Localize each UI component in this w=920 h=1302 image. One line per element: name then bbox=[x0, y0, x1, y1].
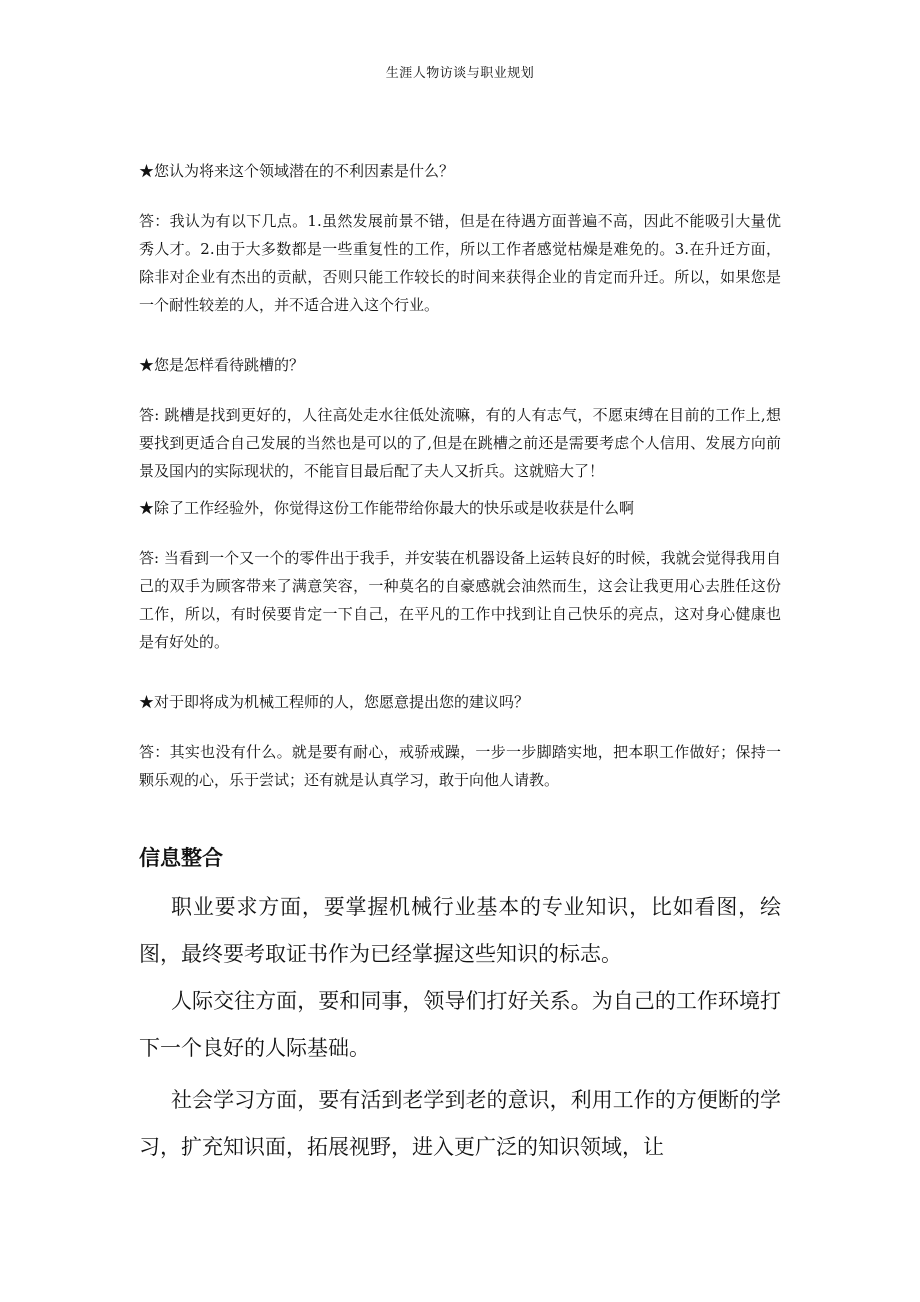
qa-block-1 bbox=[139, 157, 781, 319]
question-text: ★您认为将来这个领域潜在的不利因素是什么？ bbox=[139, 162, 455, 180]
summary-paragraph-1: 职业要求方面，要掌握机械行业基本的专业知识，比如看图，绘图，最终要考取证书作为已经掌握这些知识的标志。 bbox=[139, 895, 781, 966]
summary-paragraph-3: 社会学习方面，要有活到老学到老的意识，利用工作的方便断的学习，扩充知识面，拓展视野，进入更广泛的知识领域，让 bbox=[139, 1088, 781, 1159]
page-header: 生涯人物访谈与职业规划 bbox=[385, 66, 535, 81]
question-text: ★您是怎样看待跳槽的？ bbox=[139, 356, 305, 374]
answer-text: 答：我认为有以下几点。1.虽然发展前景不错，但是在待遇方面普遍不高，因此不能吸引大量优秀人才。2.由于大多数都是一些重复性的工作，所以工作者感觉枯燥是难免的。3.在升迁方面，除非对企业有杰出的贡献，否则只能工作较长的时间来获得企业的肯定而升迁。所以，如果您是一个耐性较差的人，并不适合进入这个行业。 bbox=[139, 212, 781, 314]
question-text: ★对于即将成为机械工程师的人，您愿意提出您的建议吗？ bbox=[139, 693, 530, 711]
question-text: ★除了工作经验外，你觉得这份工作能带给你最大的快乐或是收获是什么啊 bbox=[139, 499, 635, 517]
qa-block-2 bbox=[139, 351, 781, 485]
answer-text: 答: 当看到一个又一个的零件出于我手，并安装在机器设备上运转良好的时候，我就会觉得我用自己的双手为顾客带来了满意笑容，一种莫名的自豪感就会油然而生，这会让我更用心去胜任这份工作，所以，有时侯要肯定一下自己，在平凡的工作中找到让自己快乐的亮点，这对身心健康也是有好处的。 bbox=[139, 549, 781, 651]
summary-paragraph-2: 人际交往方面，要和同事，领导们打好关系。为自己的工作环境打下一个良好的人际基础。 bbox=[139, 989, 781, 1060]
answer-text: 答：其实也没有什么。就是要有耐心，戒骄戒躁，一步一步脚踏实地，把本职工作做好；保持一颗乐观的心，乐于尝试；还有就是认真学习，敢于向他人请教。 bbox=[139, 743, 781, 789]
section-heading: 信息整合 bbox=[139, 845, 223, 870]
qa-block-3 bbox=[139, 494, 781, 656]
qa-block-4 bbox=[139, 688, 781, 794]
answer-text: 答: 跳槽是找到更好的，人往高处走水往低处流嘛，有的人有志气，不愿束缚在目前的工作上,想要找到更适合自己发展的当然也是可以的了,但是在跳槽之前还是需要考虑个人信用、发展方向前景及国内的实际现状的，不能盲目最后配了夫人又折兵。这就赔大了！ bbox=[139, 406, 781, 480]
